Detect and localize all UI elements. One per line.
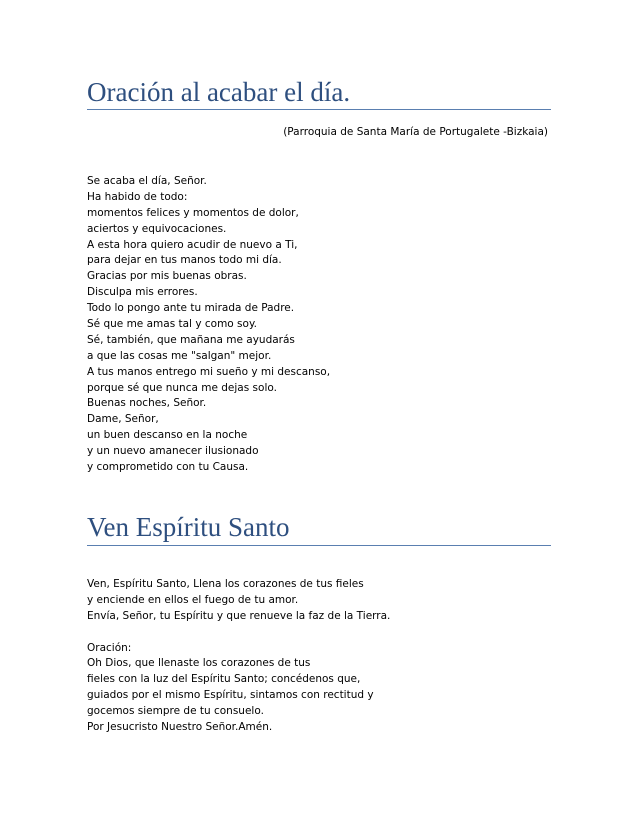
section-2-body xyxy=(87,577,557,736)
section-1-body xyxy=(87,174,557,476)
section-2-title: Ven Espíritu Santo xyxy=(87,512,290,542)
prayer-line: y comprometido con tu Causa. xyxy=(87,461,249,474)
prayer-line: gocemos siempre de tu consuelo. xyxy=(87,705,264,718)
prayer-line: Por Jesucristo Nuestro Señor.Amén. xyxy=(87,721,273,734)
invocation-line: y enciende en ellos el fuego de tu amor. xyxy=(87,593,299,606)
section-1-title: Oración al acabar el día. xyxy=(87,77,351,107)
prayer-line: aciertos y equivocaciones. xyxy=(87,222,227,235)
prayer-line: Oh Dios, que llenaste los corazones de tus xyxy=(87,657,311,670)
prayer-line: A esta hora quiero acudir de nuevo a Ti, xyxy=(87,238,298,251)
prayer-line: A tus manos entrego mi sueño y mi descanso, xyxy=(87,365,331,378)
paragraph-gap xyxy=(87,625,557,641)
prayer-line: Todo lo pongo ante tu mirada de Padre. xyxy=(87,302,295,315)
section-1-rule xyxy=(87,109,551,110)
prayer-line: porque sé que nunca me dejas solo. xyxy=(87,381,277,394)
prayer-line: fieles con la luz del Espíritu Santo; concédenos que, xyxy=(87,673,361,686)
prayer-line: un buen descanso en la noche xyxy=(87,429,248,442)
prayer-line: Disculpa mis errores. xyxy=(87,286,198,299)
prayer-line: Sé, también, que mañana me ayudarás xyxy=(87,333,295,346)
prayer-line: y un nuevo amanecer ilusionado xyxy=(87,445,259,458)
prayer-line: a que las cosas me "salgan" mejor. xyxy=(87,349,272,362)
prayer-line: Se acaba el día, Señor. xyxy=(87,175,207,187)
invocation-line: Ven, Espíritu Santo, Llena los corazones de tus fieles xyxy=(87,578,364,590)
prayer-line: guiados por el mismo Espíritu, sintamos con rectitud y xyxy=(87,689,374,702)
prayer-line: momentos felices y momentos de dolor, xyxy=(87,206,299,219)
prayer-line: para dejar en tus manos todo mi día. xyxy=(87,254,282,267)
section-1-source: (Parroquia de Santa María de Portugalete -Bizkaia) xyxy=(283,126,548,138)
prayer-heading: Oración: xyxy=(87,641,132,654)
section-2-rule xyxy=(87,545,551,546)
prayer-line: Buenas noches, Señor. xyxy=(87,397,207,410)
invocation-line: Envía, Señor, tu Espíritu y que renueve la faz de la Tierra. xyxy=(87,609,391,622)
prayer-line: Dame, Señor, xyxy=(87,413,159,426)
prayer-line: Ha habido de todo: xyxy=(87,190,188,203)
prayer-line: Sé que me amas tal y como soy. xyxy=(87,318,258,331)
prayer-line: Gracias por mis buenas obras. xyxy=(87,270,247,283)
